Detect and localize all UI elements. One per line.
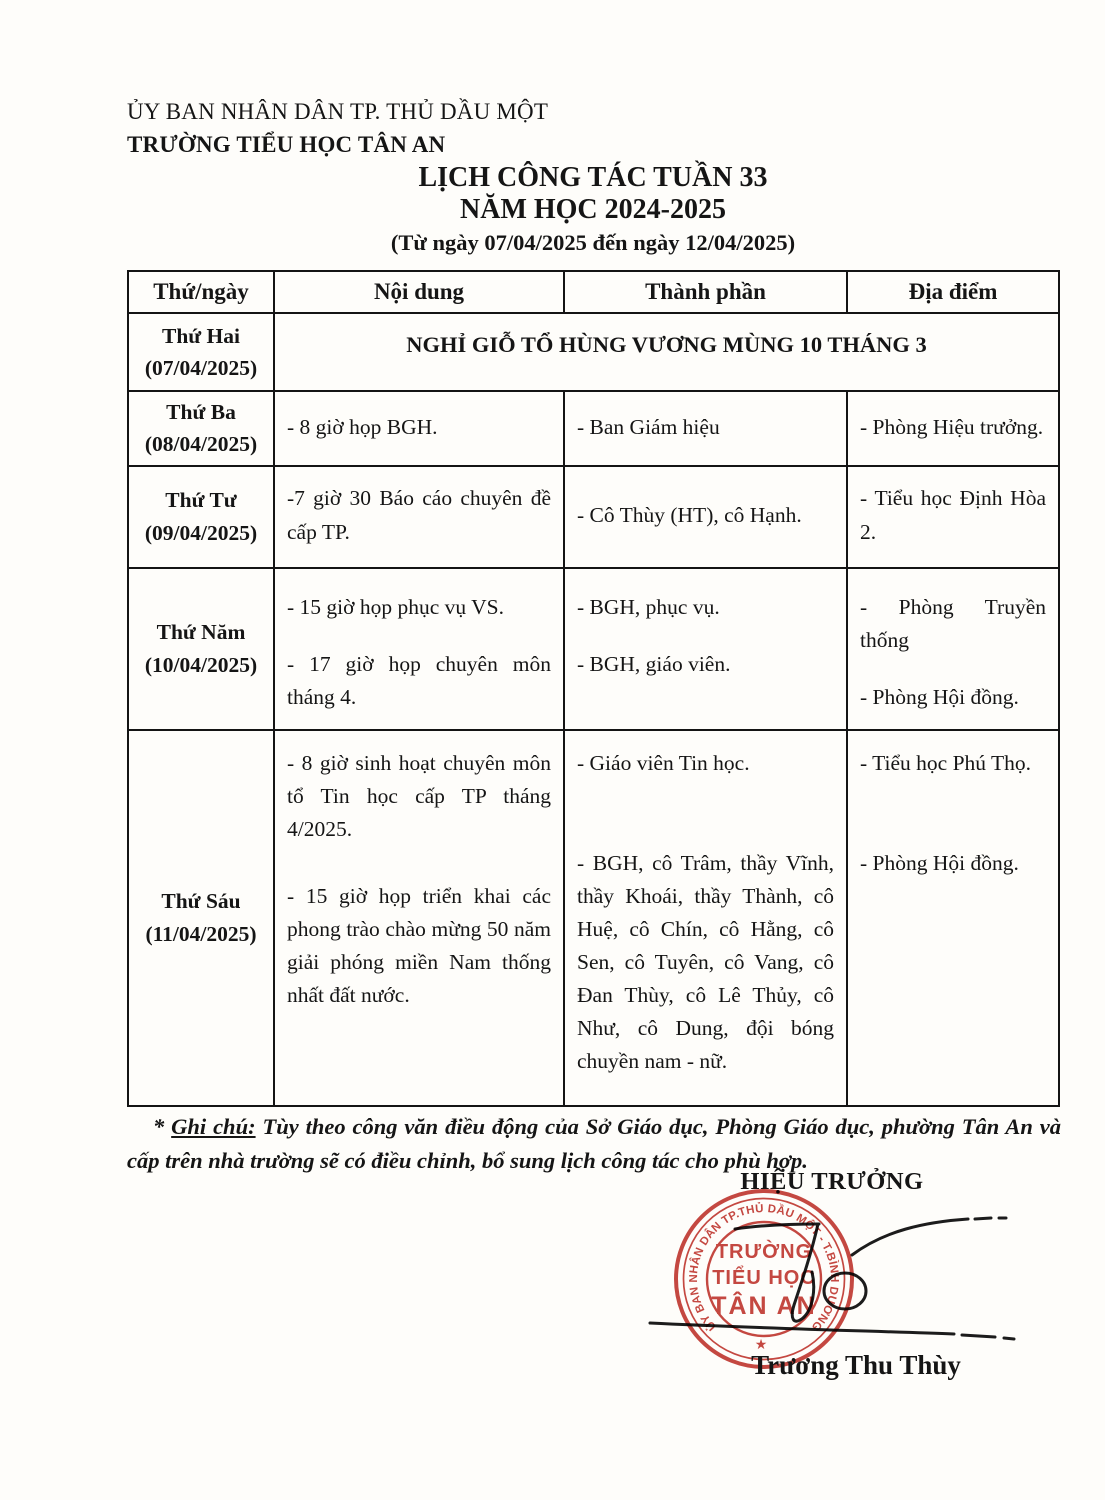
day-cell — [128, 391, 274, 466]
stamp-line1: TRƯỜNG — [715, 1241, 813, 1263]
table-row-monday — [128, 313, 1059, 391]
participants-cell — [564, 568, 847, 730]
day-label: Thứ Ba — [166, 400, 236, 424]
participants-item: - Cô Thùy (HT), cô Hạnh. — [577, 502, 802, 527]
footnote-label: Ghi chú: — [171, 1114, 256, 1139]
col-header-participants: Thành phần — [564, 271, 847, 313]
day-cell — [128, 466, 274, 568]
stamp-line2: TIỂU HỌC — [712, 1267, 816, 1289]
page-title: LỊCH CÔNG TÁC TUẦN 33 — [418, 162, 768, 193]
day-date: (11/04/2025) — [145, 921, 257, 946]
school-year: NĂM HỌC 2024-2025 — [460, 194, 726, 226]
table-row-wednesday — [128, 466, 1059, 568]
content-item: - 8 giờ sinh hoạt chuyên môn tổ Tin học cấp TP tháng 4/2025. — [287, 750, 551, 841]
org-line2: TRƯỜNG TIỂU HỌC TÂN AN — [127, 131, 446, 157]
day-date: (08/04/2025) — [144, 432, 258, 457]
signature-stroke — [962, 1335, 1014, 1339]
participants-item: - Ban Giám hiệu — [577, 414, 720, 439]
signer-role: HIỆU TRƯỞNG — [740, 1168, 924, 1195]
participants-item: - BGH, giáo viên. — [577, 651, 731, 676]
day-label: Thứ Hai — [161, 323, 241, 348]
schedule-table — [127, 270, 1060, 1107]
participants-cell — [564, 730, 847, 1106]
footnote-star: * — [153, 1114, 172, 1139]
location-cell — [847, 568, 1059, 730]
location-item: - Tiểu học Định Hòa 2. — [860, 486, 1046, 544]
footnote-body: Tùy theo công văn điều động của Sở Giáo dục, Phòng Giáo dục, phường Tân An và cấp trên nhà trường sẽ có điều chỉnh, bổ sung lịch công tác cho phù hợp. — [127, 1114, 1061, 1173]
content-item: - 8 giờ họp BGH. — [287, 414, 438, 439]
table-row-thursday — [128, 568, 1059, 730]
table-row-friday — [128, 730, 1059, 1106]
title-block — [127, 162, 1059, 256]
table-row-tuesday — [128, 391, 1059, 466]
location-item: - Phòng Hội đồng. — [860, 850, 1019, 875]
signature-ink — [622, 1185, 1062, 1365]
content-cell — [274, 730, 564, 1106]
day-cell — [128, 730, 274, 1106]
content-item: - 17 giờ họp chuyên môn tháng 4. — [287, 651, 551, 709]
participants-item: - Giáo viên Tin học. — [577, 750, 750, 775]
signature-stroke — [650, 1323, 954, 1334]
col-header-day: Thứ/ngày — [128, 271, 274, 313]
content-item: - 15 giờ họp phục vụ VS. — [287, 594, 505, 619]
location-cell — [847, 730, 1059, 1106]
content-item: - 15 giờ họp triển khai các phong trào chào mừng 50 năm giải phóng miền Nam thống nhất đất nước. — [287, 883, 551, 1008]
participants-cell — [564, 466, 847, 568]
location-item: - Phòng Hội đồng. — [860, 684, 1019, 709]
content-cell — [274, 568, 564, 730]
col-header-content: Nội dung — [274, 271, 564, 313]
content-cell — [274, 466, 564, 568]
signature-loop — [824, 1273, 866, 1309]
participants-item: - BGH, phục vụ. — [577, 594, 720, 619]
location-cell — [847, 391, 1059, 466]
holiday-cell: NGHỈ GIỖ TỔ HÙNG VƯƠNG MÙNG 10 THÁNG 3 — [274, 313, 1059, 391]
day-label: Thứ Sáu — [161, 889, 241, 914]
participants-cell — [564, 391, 847, 466]
location-item: - Phòng Hiệu trưởng. — [860, 414, 1044, 439]
location-cell — [847, 466, 1059, 568]
signature-stroke — [852, 1219, 968, 1255]
stamp-star-icon: ★ — [754, 1336, 768, 1352]
participants-item: - BGH, cô Trâm, thầy Vĩnh, thầy Khoái, thầy Thành, cô Huệ, cô Chín, cô Hằng, cô Sen, cô Tuyên, cô Vang, cô Đan Thùy, cô Lê Thủy, cô Như, cô Dung, đội bóng chuyền nam - nữ. — [577, 850, 834, 1074]
table-header-row — [128, 271, 1059, 313]
day-cell — [128, 568, 274, 730]
day-label: Thứ Năm — [156, 620, 246, 645]
day-date: (09/04/2025) — [144, 520, 258, 545]
day-label: Thứ Tư — [165, 488, 237, 513]
org-line1: ỦY BAN NHÂN DÂN TP. THỦ DẦU MỘT — [127, 99, 549, 124]
signature-stroke — [735, 1224, 819, 1229]
col-header-location: Địa điểm — [847, 271, 1059, 313]
day-date: (10/04/2025) — [144, 652, 258, 677]
day-date: (07/04/2025) — [144, 356, 258, 380]
signer-name: Trương Thu Thùy — [751, 1350, 961, 1380]
content-item: -7 giờ 30 Báo cáo chuyên đề cấp TP. — [287, 486, 551, 544]
date-range: (Từ ngày 07/04/2025 đến ngày 12/04/2025) — [390, 229, 796, 255]
location-item: - Phòng Truyền thống — [860, 594, 1046, 652]
content-cell — [274, 391, 564, 466]
stamp-ring-text: ỦY BAN NHÂN DÂN TP.THỦ DẦU MỘT - T.BÌNH DƯƠNG — [687, 1202, 841, 1334]
location-item: - Tiểu học Phú Thọ. — [860, 750, 1032, 775]
stamp-line3: TÂN AN — [711, 1292, 817, 1320]
org-header — [127, 96, 548, 161]
signature-stroke — [975, 1218, 1006, 1219]
day-cell — [128, 313, 274, 391]
signature-stroke — [792, 1224, 818, 1321]
